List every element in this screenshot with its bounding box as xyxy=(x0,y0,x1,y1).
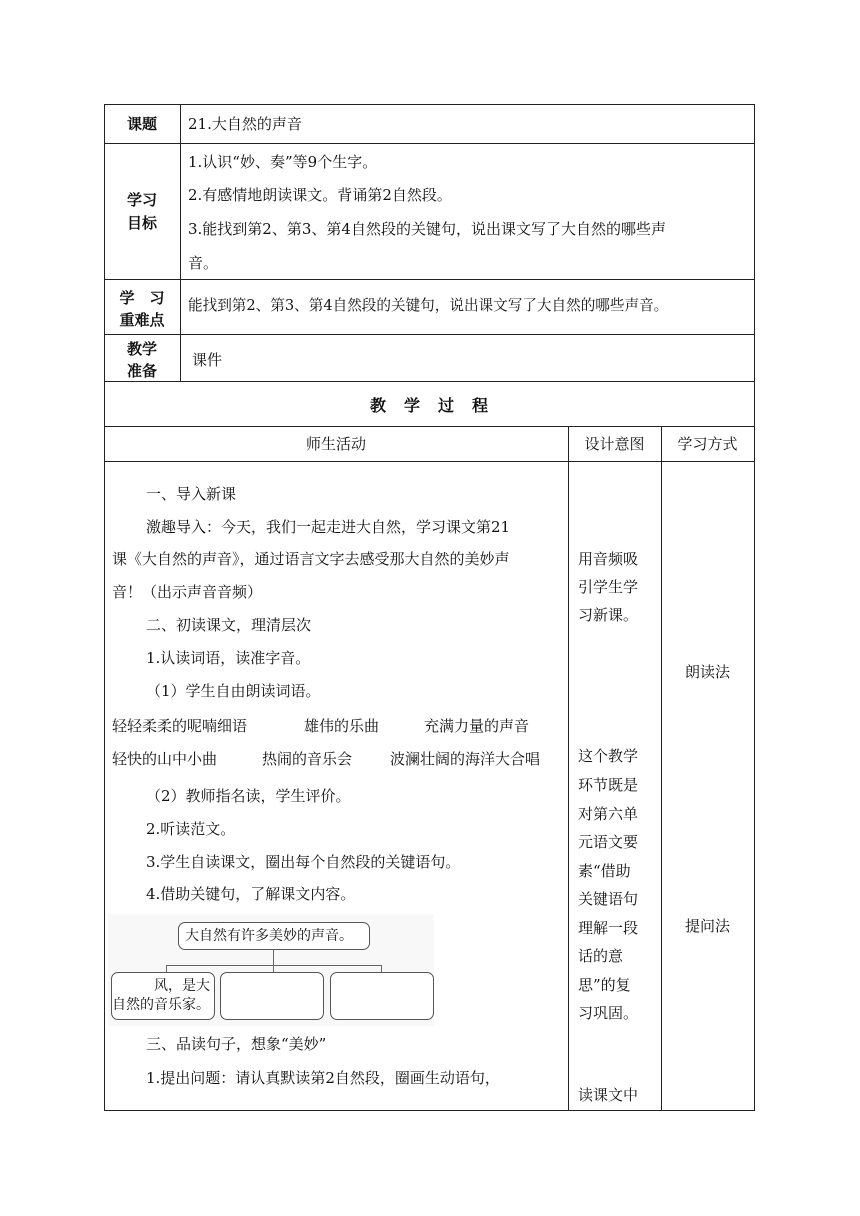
goals-label-line2: 目标 xyxy=(126,214,157,232)
intent-line: 读课文中 xyxy=(578,1086,639,1104)
activity-line: 三、品读句子，想象“美妙” xyxy=(146,1035,327,1053)
col-header-intent: 设计意图 xyxy=(584,435,645,453)
goal-item: 2.有感情地朗读课文。背诵第2自然段。 xyxy=(188,186,452,204)
table-border-top xyxy=(104,104,754,105)
activity-line: （2）教师指名读，学生评价。 xyxy=(146,787,351,805)
activity-line: 课《大自然的声音》，通过语言文字去感受那大自然的美妙声 xyxy=(112,550,510,568)
intent-line: 习巩固。 xyxy=(578,1004,639,1022)
activity-line: 4.借助关键句，了解课文内容。 xyxy=(146,885,356,903)
intent-line: 话的意 xyxy=(578,947,624,965)
diagram-connector xyxy=(166,965,382,966)
activity-line: 一、导入新课 xyxy=(146,485,237,503)
activity-line: 1.提出问题：请认真默读第2自然段，圈画生动语句， xyxy=(146,1069,500,1087)
intent-line: 这个教学 xyxy=(578,747,639,765)
diagram-child-box-empty xyxy=(220,972,324,1020)
word-item: 轻轻柔柔的呢喃细语 xyxy=(112,717,248,735)
intent-line: 关键语句 xyxy=(578,890,639,908)
intent-line: 元语文要 xyxy=(578,833,639,851)
intent-column-divider xyxy=(568,426,569,1111)
label-column-divider xyxy=(180,104,181,381)
intent-line: 环节既是 xyxy=(578,776,639,794)
table-row-divider xyxy=(104,279,754,280)
topic-label: 课题 xyxy=(126,115,157,133)
word-item: 热闹的音乐会 xyxy=(262,750,353,768)
key-label-line1: 学 习 xyxy=(119,289,165,307)
word-item: 轻快的山中小曲 xyxy=(112,750,218,768)
table-row-divider xyxy=(104,143,754,144)
diagram-child-box xyxy=(111,972,215,1020)
intent-line: 对第六单 xyxy=(578,805,639,823)
diagram-top-text: 大自然有许多美妙的声音。 xyxy=(185,928,353,944)
prep-label-line2: 准备 xyxy=(126,362,157,380)
table-border-bottom xyxy=(104,1110,754,1111)
method-column-divider xyxy=(661,426,662,1111)
activity-line: 1.认读词语，读准字音。 xyxy=(146,649,311,667)
intent-line: 用音频吸 xyxy=(578,550,639,568)
prep-label-line1: 教学 xyxy=(126,340,157,358)
diagram-child-text: 风，是大 xyxy=(154,978,210,994)
word-item: 波澜壮阔的海洋大合唱 xyxy=(390,750,541,768)
intent-line: 习新课。 xyxy=(578,606,639,624)
table-row-divider xyxy=(104,461,754,462)
intent-line: 思”的复 xyxy=(578,976,631,994)
diagram-child-box-empty xyxy=(330,972,434,1020)
activity-line: 激趣导入：今天，我们一起走进大自然，学习课文第21 xyxy=(146,518,511,536)
method-item: 提问法 xyxy=(684,917,730,935)
intent-line: 素“借助 xyxy=(578,862,631,880)
key-label-line2: 重难点 xyxy=(119,311,165,329)
table-border-right xyxy=(754,104,755,1111)
table-row-divider xyxy=(104,426,754,427)
key-value: 能找到第2、第3、第4自然段的关键句，说出课文写了大自然的哪些声音。 xyxy=(188,297,669,314)
word-item: 充满力量的声音 xyxy=(424,717,530,735)
goal-item: 1.认识“妙、奏”等9个生字。 xyxy=(188,153,378,171)
goals-label-line1: 学习 xyxy=(126,191,157,209)
diagram-top-box xyxy=(178,922,370,950)
activity-line: 2.听读范文。 xyxy=(146,820,236,838)
col-header-activity: 师生活动 xyxy=(305,435,366,453)
intent-line: 引学生学 xyxy=(578,578,639,596)
table-row-divider xyxy=(104,381,754,382)
topic-value: 21.大自然的声音 xyxy=(188,115,302,133)
process-title: 教学过程 xyxy=(369,396,506,415)
activity-line: 音！（出示声音音频） xyxy=(112,583,263,601)
goal-item: 音。 xyxy=(188,254,219,272)
intent-line: 理解一段 xyxy=(578,919,639,937)
activity-line: 二、初读课文，理清层次 xyxy=(146,616,312,634)
goal-item: 3.能找到第2、第3、第4自然段的关键句，说出课文写了大自然的哪些声 xyxy=(188,220,666,238)
table-border-left xyxy=(104,104,105,1111)
diagram-child-text: 自然的音乐家。 xyxy=(112,997,210,1013)
diagram-connector xyxy=(273,949,274,965)
col-header-method: 学习方式 xyxy=(677,435,738,453)
table-row-divider xyxy=(104,334,754,335)
activity-line: （1）学生自由朗读词语。 xyxy=(146,682,321,700)
method-item: 朗读法 xyxy=(684,663,730,681)
word-item: 雄伟的乐曲 xyxy=(304,717,380,735)
activity-line: 3.学生自读课文，圈出每个自然段的关键语句。 xyxy=(146,853,461,871)
prep-value: 课件 xyxy=(192,351,223,369)
